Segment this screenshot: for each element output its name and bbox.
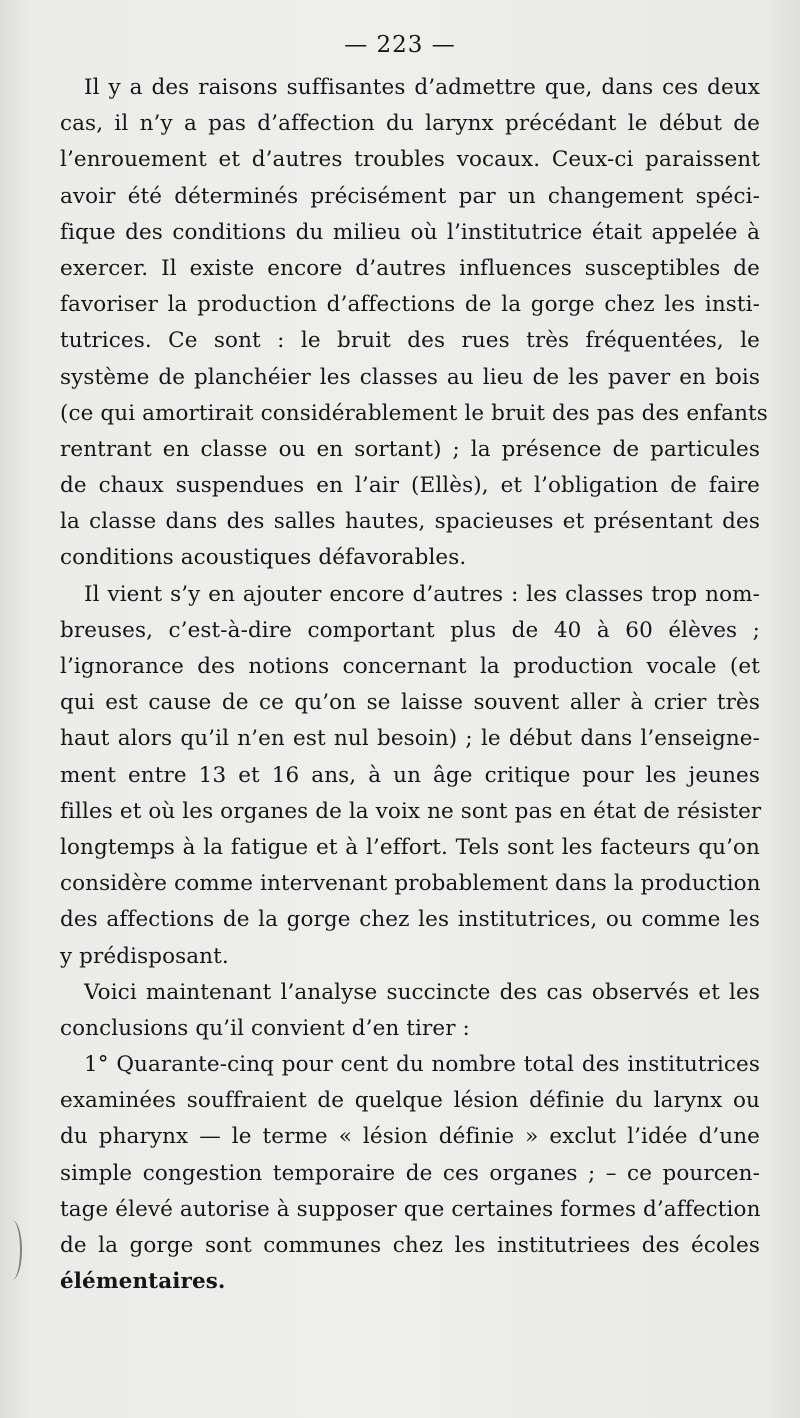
text-line: cas, il n’y a pas d’affection du larynx précédant le début de (60, 111, 760, 137)
text-line: y prédisposant. (60, 943, 229, 969)
text-line: système de planchéier les classes au lieu de les paver en bois (60, 364, 760, 390)
text-line: avoir été déterminés précisément par un changement spéci- (60, 183, 760, 209)
text-line: conditions acoustiques défavorables. (60, 545, 467, 571)
text-line: de la gorge sont communes chez les institutriees des écoles (60, 1233, 760, 1258)
text-line: Il vient s’y en ajouter encore d’autres : les classes trop nom- (84, 581, 760, 607)
text-line: breuses, c’est-à-dire comportant plus de 40 à 60 élèves ; (60, 617, 760, 643)
text-line: haut alors qu’il n’en est nul besoin) ; le début dans l’enseigne- (60, 726, 760, 752)
text-line: ment entre 13 et 16 ans, à un âge critique pour les jeunes (60, 762, 760, 788)
text-line: exercer. Il existe encore d’autres influences susceptibles de (60, 255, 760, 281)
text-line: filles et où les organes de la voix ne sont pas en état de résister (60, 798, 762, 824)
body-text (60, 70, 768, 1300)
text-line: tutrices. Ce sont : le bruit des rues très fréquentées, le (60, 328, 760, 354)
text-line: fique des conditions du milieu où l’institutrice était appelée à (60, 219, 760, 245)
paragraph-4 (60, 1047, 760, 1300)
margin-bracket-mark (2, 1220, 22, 1280)
text-line: Il y a des raisons suffisantes d’admettre que, dans ces deux (84, 75, 760, 100)
text-line: favoriser la production d’affections de la gorge chez les insti- (60, 292, 760, 318)
text-line: la classe dans des salles hautes, spacieuses et présentant des (60, 509, 760, 535)
text-line: des affections de la gorge chez les institutrices, ou comme les (60, 907, 760, 933)
text-line: du pharynx — le terme « lésion définie » exclut l’idée d’une (60, 1124, 760, 1150)
text-line: (ce qui amortirait considérablement le bruit des pas des enfants (60, 400, 768, 426)
paragraph-1 (60, 70, 768, 577)
text-line: Voici maintenant l’analyse succincte des cas observés et les (84, 979, 760, 1005)
paragraph-2 (60, 577, 760, 975)
text-line: qui est cause de ce qu’on se laisse souvent aller à crier très (60, 690, 760, 716)
text-line: l’ignorance des notions concernant la production vocale (et (60, 654, 760, 679)
text-line: élémentaires. (60, 1269, 226, 1295)
paragraph-3 (60, 975, 760, 1047)
text-line: considère comme intervenant probablement dans la production (60, 871, 761, 897)
text-line: simple congestion temporaire de ces organes ; – ce pourcen- (60, 1160, 760, 1186)
text-line: 1° Quarante-cinq pour cent du nombre total des institutrices (84, 1052, 760, 1078)
text-line: rentrant en classe ou en sortant) ; la présence de particules (60, 436, 760, 462)
text-line: conclusions qu’il convient d’en tirer : (60, 1015, 470, 1041)
text-line: de chaux suspendues en l’air (Ellès), et l’obligation de faire (60, 473, 760, 499)
text-line: longtemps à la fatigue et à l’effort. Tels sont les facteurs qu’on (60, 834, 760, 860)
text-line: l’enrouement et d’autres troubles vocaux. Ceux-ci paraissent (60, 147, 760, 173)
text-line: examinées souffraient de quelque lésion définie du larynx ou (60, 1088, 760, 1114)
text-line: tage élevé autorise à supposer que certaines formes d’affection (60, 1196, 761, 1222)
page-number: — 223 — (344, 32, 456, 58)
